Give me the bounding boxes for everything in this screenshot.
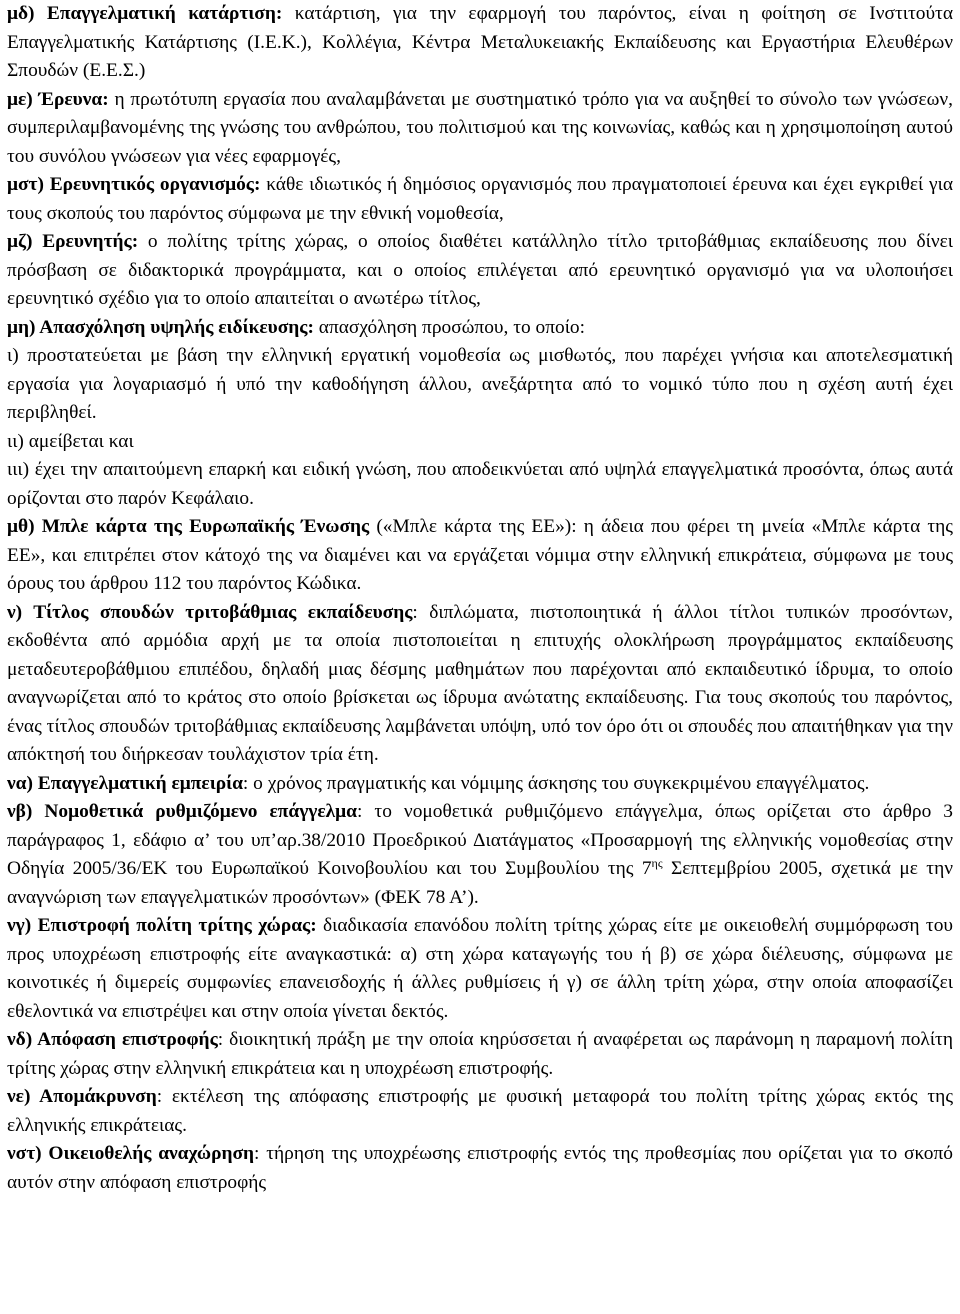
definition-mi (7, 314, 953, 343)
definition-heading: μθ) Μπλε κάρτα της Ευρωπαϊκής Ένωσης (7, 516, 370, 537)
definition-heading: ν) Τίτλος σπουδών τριτοβάθμιας εκπαίδευσης (7, 601, 413, 623)
definition-n (7, 599, 953, 770)
definition-md (7, 0, 953, 86)
definition-text: ο πολίτης τρίτης χώρας, ο οποίος διαθέτει κατάλληλο τίτλο τριτοβάθμιας εκπαίδευσης που δίνει πρόσβαση σε διδακτορικά προγράμματα, και ο οποίος επιλέγεται από ερευνητικό οργανισμό για να υλοποιήσει ερευνητικό σχέδιο για το οποίο απαιτείται ο ανωτέρω τίτλος, (7, 231, 953, 309)
definition-nb (7, 798, 953, 912)
definition-heading: μδ) Επαγγελματική κατάρτιση: (7, 3, 283, 24)
definition-text: : διοικητική πράξη με την οποία κηρύσσεται ή αναφέρεται ως παράνομη η παραμονή πολίτη τρίτης χώρας στην ελληνική επικράτεια και η υποχρέωση επιστροφής. (7, 1029, 953, 1079)
definition-text: : ο χρόνος πραγματικής και νόμιμης άσκησης του συγκεκριμένου επαγγέλματος. (242, 772, 870, 794)
sub-item-number: ι) (7, 345, 19, 366)
sub-item-text: έχει την απαιτούμενη επαρκή και ειδική γνώση, που αποδεικνύεται από υψηλά επαγγελματικά προσόντα, όπως αυτά ορίζονται στο παρόν Κεφάλαιο. (7, 459, 953, 509)
sub-item-text: προστατεύεται με βάση την ελληνική εργατική νομοθεσία ως μισθωτός, που παρέχει γνήσια και αποτελεσματική εργασία για λογαριασμό ή υπό την καθοδήγηση άλλου, ανεξάρτητα από το νομικό τύπο που η σχέση αυτή έχει περιβληθεί. (7, 345, 953, 423)
definition-text: διαδικασία επανόδου πολίτη τρίτης χώρας είτε με οικειοθελή συμμόρφωση του προς υποχρέωση επιστροφής είτε αναγκαστικά: α) στη χώρα καταγωγής του ή β) σε χώρα διέλευσης, σύμφωνα με κοινοτικές ή διμερείς συμφωνίες επανεισδοχής ή άλλες ρυθμίσεις ή γ) σε άλλη τρίτη χώρα, στην οποία αποφασίζει εθελοντικά να επιστρέψει και στην οποία γίνεται δεκτός. (7, 915, 953, 1022)
definition-me (7, 86, 953, 172)
definition-nst (7, 1140, 953, 1197)
definition-na (7, 770, 953, 799)
definition-ng (7, 912, 953, 1026)
definition-heading: να) Επαγγελματική εμπειρία (7, 772, 243, 794)
definition-text: η πρωτότυπη εργασία που αναλαμβάνεται με συστηματικό τρόπο για να αυξηθεί το σύνολο των γνώσεων, συμπεριλαμβανομένης της γνώσης του ανθρώπου, του πολιτισμού και της κοινωνίας, καθώς και η χρησιμοποίηση αυτού του συνόλου γνώσεων για νέες εφαρμογές, (7, 88, 953, 167)
definition-heading: νγ) Επιστροφή πολίτη τρίτης χώρας: (7, 915, 317, 936)
definition-text: απασχόληση προσώπου, το οποίο: (313, 316, 586, 338)
sub-item-1 (7, 342, 953, 428)
definition-text: κάθε ιδιωτικός ή δημόσιος οργανισμός που πραγματοποιεί έρευνα και έχει εγκριθεί για τους σκοπούς του παρόντος σύμφωνα με την εθνική νομοθεσία, (7, 174, 953, 224)
definition-heading: νβ) Νομοθετικά ρυθμιζόμενο επάγγελμα (7, 801, 357, 822)
definition-mth (7, 513, 953, 599)
definition-nd (7, 1026, 953, 1083)
definition-heading: μστ) Ερευνητικός οργανισμός: (7, 174, 261, 195)
definition-ne (7, 1083, 953, 1140)
definition-heading: μη) Απασχόληση υψηλής ειδίκευσης: (7, 316, 314, 338)
definition-heading: νδ) Απόφαση επιστροφής (7, 1029, 218, 1050)
definition-heading: με) Έρευνα: (7, 88, 109, 110)
definition-text-continued: Σεπτεμβρίου 2005, σχετικά με την αναγνώριση των επαγγελματικών προσόντων» (ΦΕΚ 78 Α’). (7, 858, 953, 908)
definition-heading: μζ) Ερευνητής: (7, 231, 139, 252)
sub-item-2 (7, 428, 953, 457)
sub-item-number: ιι) (7, 430, 24, 452)
definition-text: : τήρηση της υποχρέωσης επιστροφής εντός της προθεσμίας που ορίζεται για το σκοπό αυτόν στην απόφαση επιστροφής (7, 1143, 953, 1193)
definition-text: : εκτέλεση της απόφασης επιστροφής με φυσική μεταφορά του πολίτη τρίτης χώρας εκτός της ελληνικής επικράτειας. (7, 1086, 953, 1136)
definition-heading: νστ) Οικειοθελής αναχώρηση (7, 1143, 255, 1164)
sub-item-text: αμείβεται και (23, 430, 134, 452)
ordinal-superscript: ης (651, 856, 663, 870)
definition-text: («Μπλε κάρτα της ΕΕ»): η άδεια που φέρει τη μνεία «Μπλε κάρτα της ΕΕ», και επιτρέπει στον κάτοχό της να διαμένει και να εργάζεται νόμιμα στην ελληνική επικράτεια, σύμφωνα με τους όρους του άρθρου 112 του παρόντος Κώδικα. (7, 516, 953, 594)
definition-mz (7, 228, 953, 314)
definition-text: κατάρτιση, για την εφαρμογή του παρόντος, είναι η φοίτηση σε Ινστιτούτα Επαγγελματικής Κατάρτισης (Ι.Ε.Κ.), Κολλέγια, Κέντρα Μεταλυκειακής Εκπαίδευσης και Εργαστήρια Ελευθέρων Σπουδών (Ε.Ε.Σ.) (7, 3, 953, 81)
definition-text: : το νομοθετικά ρυθμιζόμενο επάγγελμα, όπως ορίζεται στο άρθρο 3 παράγραφος 1, εδάφιο α’ του υπ’αρ.38/2010 Προεδρικού Διατάγματος «Προσαρμογή της ελληνικής νομοθεσίας στην Οδηγία 2005/36/ΕΚ του Ευρωπαϊκού Κοινοβουλίου και του Συμβουλίου της 7 (7, 801, 953, 879)
definition-text: : διπλώματα, πιστοποιητικά ή άλλοι τίτλοι τυπικών προσόντων, εκδοθέντα από αρμόδια αρχή με τα οποία πιστοποιείται η επιτυχής ολοκλήρωση προγράμματος εκπαίδευσης μεταδευτεροβάθμιου επιπέδου, δηλαδή μιας δέσμης μαθημάτων που παρέχονται από εκπαιδευτικό ίδρυμα, το οποίο αναγνωρίζεται από το κράτος στο οποίο βρίσκεται ως ίδρυμα ανώτατης εκπαίδευσης. Για τους σκοπούς του παρόντος, ένας τίτλος σπουδών τριτοβάθμιας εκπαίδευσης λαμβάνεται υπόψη, υπό τον όρο ότι οι σπουδές που απαιτήθηκαν για την απόκτησή του διήρκεσαν τουλάχιστον τρία έτη. (7, 601, 953, 765)
sub-item-number: ιιι) (7, 459, 30, 480)
definition-mst (7, 171, 953, 228)
sub-item-3 (7, 456, 953, 513)
definition-heading: νε) Απομάκρυνση (7, 1086, 157, 1107)
